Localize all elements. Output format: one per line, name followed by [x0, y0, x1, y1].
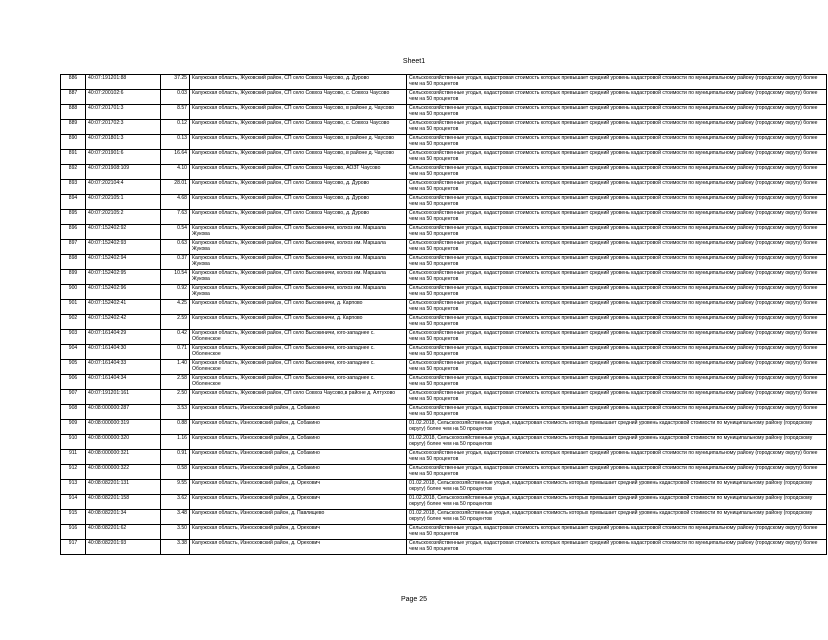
cadastral-number-cell: 40:07:201908:109 — [86, 165, 161, 180]
cadastral-number-cell: 40:07:152402:92 — [86, 225, 161, 240]
table-row — [61, 390, 827, 405]
cadastral-number-cell: 40:07:161404:34 — [86, 375, 161, 390]
land-category-cell: Сельскохозяйственные угодья, кадастровая стоимость которых превышает средний уровень кадастровой стоимости по муниципальному району (городскому округу) более чем на 50 процентов — [407, 255, 827, 270]
land-category-cell: Сельскохозяйственные угодья, кадастровая стоимость которых превышает средний уровень кадастровой стоимости по муниципальному району (городскому округу) более чем на 50 процентов — [407, 270, 827, 285]
table-row — [61, 345, 827, 360]
address-cell: Калужская область, Жуковский район, СП село Высокиничи, юго-западнее с. Оболенское — [190, 375, 407, 390]
area-value-cell: 3.48 — [161, 510, 190, 525]
land-category-cell: Сельскохозяйственные угодья, кадастровая стоимость которых превышает средний уровень кадастровой стоимости по муниципальному району (городскому округу) более чем на 50 процентов — [407, 330, 827, 345]
address-cell: Калужская область, Износковский район, д. Павлищево — [190, 510, 407, 525]
cadastral-number-cell: 40:07:152402:94 — [86, 255, 161, 270]
row-number-cell: 902 — [61, 315, 86, 330]
address-cell: Калужская область, Износковский район, д. Собакино — [190, 405, 407, 420]
row-number-cell: 911 — [61, 450, 86, 465]
cadastral-number-cell: 40:07:152402:93 — [86, 240, 161, 255]
area-value-cell: 0.92 — [161, 285, 190, 300]
table-row — [61, 105, 827, 120]
table-row — [61, 300, 827, 315]
area-value-cell: 2.59 — [161, 315, 190, 330]
address-cell: Калужская область, Жуковский район, СП село Совхоз Чаусово, в районе д. Чаусово — [190, 105, 407, 120]
table-row — [61, 540, 827, 555]
table-row — [61, 165, 827, 180]
cadastral-number-cell: 40:07:161404:33 — [86, 360, 161, 375]
table-row — [61, 525, 827, 540]
land-category-cell: Сельскохозяйственные угодья, кадастровая стоимость которых превышает средний уровень кадастровой стоимости по муниципальному району (городскому округу) более чем на 50 процентов — [407, 465, 827, 480]
table-row — [61, 210, 827, 225]
row-number-cell: 886 — [61, 75, 86, 90]
land-category-cell: Сельскохозяйственные угодья, кадастровая стоимость которых превышает средний уровень кадастровой стоимости по муниципальному району (городскому округу) более чем на 50 процентов — [407, 540, 827, 555]
area-value-cell: 10.54 — [161, 270, 190, 285]
area-value-cell: 0.71 — [161, 345, 190, 360]
table-row — [61, 495, 827, 510]
address-cell: Калужская область, Жуковский район, СП село Совхоз Чаусово, д. Дурово — [190, 210, 407, 225]
table-row — [61, 420, 827, 435]
land-category-cell: Сельскохозяйственные угодья, кадастровая стоимость которых превышает средний уровень кадастровой стоимости по муниципальному району (городскому округу) более чем на 50 процентов — [407, 405, 827, 420]
land-category-cell: 01.02.2018, Сельскохозяйственные угодья, кадастровая стоимость которых превышает средний уровень кадастровой стоимости по муниципальному району (городскому округу) более чем на 50 процентов — [407, 420, 827, 435]
cadastral-number-cell: 40:07:201801:3 — [86, 135, 161, 150]
address-cell: Калужская область, Жуковский район, СП село Совхоз Чаусово, в районе д. Чаусово — [190, 150, 407, 165]
table-body — [61, 75, 827, 555]
address-cell: Калужская область, Жуковский район, СП село Высокиничи, колхоз им. Маршала Жукова — [190, 270, 407, 285]
address-cell: Калужская область, Износковский район, д. Орехович — [190, 480, 407, 495]
table-row — [61, 330, 827, 345]
row-number-cell: 915 — [61, 510, 86, 525]
area-value-cell: 2.58 — [161, 375, 190, 390]
row-number-cell: 901 — [61, 300, 86, 315]
area-value-cell: 1.40 — [161, 360, 190, 375]
table-row — [61, 75, 827, 90]
row-number-cell: 907 — [61, 390, 86, 405]
table-row — [61, 225, 827, 240]
land-category-cell: Сельскохозяйственные угодья, кадастровая стоимость которых превышает средний уровень кадастровой стоимости по муниципальному району (городскому округу) более чем на 50 процентов — [407, 525, 827, 540]
area-value-cell: 0.03 — [161, 90, 190, 105]
cadastral-number-cell: 40:08:082201:93 — [86, 540, 161, 555]
row-number-cell: 888 — [61, 105, 86, 120]
cadastral-number-cell: 40:07:152402:96 — [86, 285, 161, 300]
row-number-cell: 887 — [61, 90, 86, 105]
cadastral-number-cell: 40:08:000000:287 — [86, 405, 161, 420]
cadastral-number-cell: 40:07:152402:41 — [86, 300, 161, 315]
address-cell: Калужская область, Жуковский район, СП село Высокиничи, д. Карпово — [190, 315, 407, 330]
row-number-cell: 895 — [61, 210, 86, 225]
area-value-cell: 1.16 — [161, 435, 190, 450]
row-number-cell: 898 — [61, 255, 86, 270]
cadastral-number-cell: 40:07:201701:3 — [86, 105, 161, 120]
address-cell: Калужская область, Износковский район, д. Собакино — [190, 435, 407, 450]
table-row — [61, 150, 827, 165]
area-value-cell: 0.37 — [161, 255, 190, 270]
row-number-cell: 913 — [61, 480, 86, 495]
address-cell: Калужская область, Износковский район, д. Орехович — [190, 540, 407, 555]
area-value-cell: 0.63 — [161, 240, 190, 255]
area-value-cell: 0.58 — [161, 465, 190, 480]
address-cell: Калужская область, Жуковский район, СП село Совхоз Чаусово, д. Дурово — [190, 75, 407, 90]
land-category-cell: Сельскохозяйственные угодья, кадастровая стоимость которых превышает средний уровень кадастровой стоимости по муниципальному району (городскому округу) более чем на 50 процентов — [407, 135, 827, 150]
table-row — [61, 480, 827, 495]
row-number-cell: 916 — [61, 525, 86, 540]
cadastral-number-cell: 40:07:152402:42 — [86, 315, 161, 330]
land-category-cell: Сельскохозяйственные угодья, кадастровая стоимость которых превышает средний уровень кадастровой стоимости по муниципальному району (городскому округу) более чем на 50 процентов — [407, 210, 827, 225]
cadastral-number-cell: 40:07:202104:4 — [86, 180, 161, 195]
area-value-cell: 0.42 — [161, 330, 190, 345]
row-number-cell: 896 — [61, 225, 86, 240]
area-value-cell: 3.50 — [161, 525, 190, 540]
row-number-cell: 905 — [61, 360, 86, 375]
table-row — [61, 240, 827, 255]
cadastral-number-cell: 40:07:201901:6 — [86, 150, 161, 165]
row-number-cell: 894 — [61, 195, 86, 210]
address-cell: Калужская область, Износковский район, д. Орехович — [190, 495, 407, 510]
land-category-cell: Сельскохозяйственные угодья, кадастровая стоимость которых превышает средний уровень кадастровой стоимости по муниципальному району (городскому округу) более чем на 50 процентов — [407, 285, 827, 300]
page-number: Page 25 — [400, 596, 428, 603]
table-row — [61, 180, 827, 195]
area-value-cell: 2.50 — [161, 390, 190, 405]
cadastral-number-cell: 40:08:000000:319 — [86, 420, 161, 435]
row-number-cell: 909 — [61, 420, 86, 435]
sheet-title: Sheet1 — [402, 58, 426, 65]
row-number-cell: 900 — [61, 285, 86, 300]
area-value-cell: 0.54 — [161, 225, 190, 240]
land-category-cell: Сельскохозяйственные угодья, кадастровая стоимость которых превышает средний уровень кадастровой стоимости по муниципальному району (городскому округу) более чем на 50 процентов — [407, 450, 827, 465]
row-number-cell: 906 — [61, 375, 86, 390]
area-value-cell: 3.62 — [161, 495, 190, 510]
address-cell: Калужская область, Жуковский район, СП село Совхоз Чаусово, с. Совхоз Чаусово — [190, 90, 407, 105]
area-value-cell: 0.88 — [161, 420, 190, 435]
row-number-cell: 914 — [61, 495, 86, 510]
land-category-cell: 01.02.2018, Сельскохозяйственные угодья, кадастровая стоимость которых превышает средний уровень кадастровой стоимости по муниципальному району (городскому округу) более чем на 50 процентов — [407, 480, 827, 495]
land-category-cell: Сельскохозяйственные угодья, кадастровая стоимость которых превышает средний уровень кадастровой стоимости по муниципальному району (городскому округу) более чем на 50 процентов — [407, 105, 827, 120]
land-category-cell: Сельскохозяйственные угодья, кадастровая стоимость которых превышает средний уровень кадастровой стоимости по муниципальному району (городскому округу) более чем на 50 процентов — [407, 225, 827, 240]
area-value-cell: 37.25 — [161, 75, 190, 90]
address-cell: Калужская область, Износковский район, д. Собакино — [190, 450, 407, 465]
area-value-cell: 0.91 — [161, 450, 190, 465]
address-cell: Калужская область, Жуковский район, СП село Высокиничи, юго-западнее с. Оболенское — [190, 345, 407, 360]
data-table — [60, 74, 827, 555]
row-number-cell: 897 — [61, 240, 86, 255]
row-number-cell: 890 — [61, 135, 86, 150]
cadastral-number-cell: 40:07:152402:95 — [86, 270, 161, 285]
address-cell: Калужская область, Жуковский район, СП село Высокиничи, колхоз им. Маршала Жукова — [190, 240, 407, 255]
row-number-cell: 903 — [61, 330, 86, 345]
area-value-cell: 4.10 — [161, 165, 190, 180]
table-row — [61, 405, 827, 420]
land-category-cell: Сельскохозяйственные угодья, кадастровая стоимость которых превышает средний уровень кадастровой стоимости по муниципальному району (городскому округу) более чем на 50 процентов — [407, 375, 827, 390]
table-row — [61, 375, 827, 390]
row-number-cell: 917 — [61, 540, 86, 555]
land-category-cell: Сельскохозяйственные угодья, кадастровая стоимость которых превышает средний уровень кадастровой стоимости по муниципальному району (городскому округу) более чем на 50 процентов — [407, 300, 827, 315]
table-row — [61, 270, 827, 285]
table-row — [61, 120, 827, 135]
table-row — [61, 450, 827, 465]
row-number-cell: 904 — [61, 345, 86, 360]
address-cell: Калужская область, Жуковский район, СП село Совхоз Чаусово, д. Дурово — [190, 195, 407, 210]
row-number-cell: 908 — [61, 405, 86, 420]
cadastral-number-cell: 40:08:000000:322 — [86, 465, 161, 480]
cadastral-number-cell: 40:07:191201:88 — [86, 75, 161, 90]
table-row — [61, 465, 827, 480]
address-cell: Калужская область, Жуковский район, СП село Совхоз Чаусово, д. Дурово — [190, 180, 407, 195]
cadastral-number-cell: 40:08:000000:321 — [86, 450, 161, 465]
area-value-cell: 4.25 — [161, 300, 190, 315]
table-row — [61, 195, 827, 210]
address-cell: Калужская область, Жуковский район, СП село Совхоз Чаусово,в районе д. Алтухово — [190, 390, 407, 405]
address-cell: Калужская область, Жуковский район, СП село Высокиничи, колхоз им. Маршала Жукова — [190, 255, 407, 270]
land-category-cell: 01.02.2018, Сельскохозяйственные угодья, кадастровая стоимость которых превышает средний уровень кадастровой стоимости по муниципальному району (городскому округу) более чем на 50 процентов — [407, 510, 827, 525]
land-category-cell: Сельскохозяйственные угодья, кадастровая стоимость которых превышает средний уровень кадастровой стоимости по муниципальному району (городскому округу) более чем на 50 процентов — [407, 345, 827, 360]
area-value-cell: 3.38 — [161, 540, 190, 555]
cadastral-number-cell: 40:07:202105:2 — [86, 210, 161, 225]
land-category-cell: 01.02.2018, Сельскохозяйственные угодья, кадастровая стоимость которых превышает средний уровень кадастровой стоимости по муниципальному району (городскому округу) более чем на 50 процентов — [407, 435, 827, 450]
cadastral-number-cell: 40:07:201702:3 — [86, 120, 161, 135]
cadastral-number-cell: 40:08:082201:131 — [86, 480, 161, 495]
address-cell: Калужская область, Износковский район, д. Собакино — [190, 420, 407, 435]
table-row — [61, 435, 827, 450]
address-cell: Калужская область, Жуковский район, СП село Совхоз Чаусово, в районе д. Чаусово — [190, 135, 407, 150]
table-row — [61, 255, 827, 270]
land-category-cell: 01.02.2018, Сельскохозяйственные угодья, кадастровая стоимость которых превышает средний уровень кадастровой стоимости по муниципальному району (городскому округу) более чем на 50 процентов — [407, 495, 827, 510]
land-category-cell: Сельскохозяйственные угодья, кадастровая стоимость которых превышает средний уровень кадастровой стоимости по муниципальному району (городскому округу) более чем на 50 процентов — [407, 165, 827, 180]
address-cell: Калужская область, Износковский район, д. Собакино — [190, 465, 407, 480]
row-number-cell: 893 — [61, 180, 86, 195]
table-row — [61, 90, 827, 105]
area-value-cell: 28.01 — [161, 180, 190, 195]
table-row — [61, 510, 827, 525]
land-category-cell: Сельскохозяйственные угодья, кадастровая стоимость которых превышает средний уровень кадастровой стоимости по муниципальному району (городскому округу) более чем на 50 процентов — [407, 120, 827, 135]
cadastral-number-cell: 40:08:000000:320 — [86, 435, 161, 450]
row-number-cell: 891 — [61, 150, 86, 165]
cadastral-number-cell: 40:08:082201:158 — [86, 495, 161, 510]
land-category-cell: Сельскохозяйственные угодья, кадастровая стоимость которых превышает средний уровень кадастровой стоимости по муниципальному району (городскому округу) более чем на 50 процентов — [407, 240, 827, 255]
land-category-cell: Сельскохозяйственные угодья, кадастровая стоимость которых превышает средний уровень кадастровой стоимости по муниципальному району (городскому округу) более чем на 50 процентов — [407, 180, 827, 195]
land-category-cell: Сельскохозяйственные угодья, кадастровая стоимость которых превышает средний уровень кадастровой стоимости по муниципальному району (городскому округу) более чем на 50 процентов — [407, 315, 827, 330]
cadastral-number-cell: 40:08:082201:34 — [86, 510, 161, 525]
address-cell: Калужская область, Жуковский район, СП село Совхоз Чаусово, АОЗТ Чаусово — [190, 165, 407, 180]
area-value-cell: 4.68 — [161, 195, 190, 210]
area-value-cell: 0.13 — [161, 135, 190, 150]
address-cell: Калужская область, Жуковский район, СП село Высокиничи, колхоз им. Маршала Жукова — [190, 225, 407, 240]
row-number-cell: 899 — [61, 270, 86, 285]
row-number-cell: 892 — [61, 165, 86, 180]
row-number-cell: 889 — [61, 120, 86, 135]
address-cell: Калужская область, Жуковский район, СП село Высокиничи, д. Карпово — [190, 300, 407, 315]
land-category-cell: Сельскохозяйственные угодья, кадастровая стоимость которых превышает средний уровень кадастровой стоимости по муниципальному району (городскому округу) более чем на 50 процентов — [407, 75, 827, 90]
address-cell: Калужская область, Износковский район, д. Орехович — [190, 525, 407, 540]
land-category-cell: Сельскохозяйственные угодья, кадастровая стоимость которых превышает средний уровень кадастровой стоимости по муниципальному району (городскому округу) более чем на 50 процентов — [407, 360, 827, 375]
area-value-cell: 16.64 — [161, 150, 190, 165]
area-value-cell: 8.57 — [161, 105, 190, 120]
cadastral-number-cell: 40:07:202105:1 — [86, 195, 161, 210]
table-row — [61, 360, 827, 375]
area-value-cell: 9.55 — [161, 480, 190, 495]
table-row — [61, 285, 827, 300]
row-number-cell: 910 — [61, 435, 86, 450]
table-row — [61, 135, 827, 150]
area-value-cell: 7.63 — [161, 210, 190, 225]
cadastral-number-cell: 40:07:200102:6 — [86, 90, 161, 105]
land-category-cell: Сельскохозяйственные угодья, кадастровая стоимость которых превышает средний уровень кадастровой стоимости по муниципальному району (городскому округу) более чем на 50 процентов — [407, 195, 827, 210]
cadastral-number-cell: 40:08:082201:62 — [86, 525, 161, 540]
address-cell: Калужская область, Жуковский район, СП село Высокиничи, колхоз им. Маршала Жукова — [190, 285, 407, 300]
area-value-cell: 3.53 — [161, 405, 190, 420]
address-cell: Калужская область, Жуковский район, СП село Высокиничи, юго-западнее с. Оболенское — [190, 360, 407, 375]
cadastral-number-cell: 40:07:161404:30 — [86, 345, 161, 360]
cadastral-number-cell: 40:07:161404:29 — [86, 330, 161, 345]
area-value-cell: 0.12 — [161, 120, 190, 135]
row-number-cell: 912 — [61, 465, 86, 480]
cadastral-number-cell: 40:07:191201:161 — [86, 390, 161, 405]
land-category-cell: Сельскохозяйственные угодья, кадастровая стоимость которых превышает средний уровень кадастровой стоимости по муниципальному району (городскому округу) более чем на 50 процентов — [407, 90, 827, 105]
table-row — [61, 315, 827, 330]
land-category-cell: Сельскохозяйственные угодья, кадастровая стоимость которых превышает средний уровень кадастровой стоимости по муниципальному району (городскому округу) более чем на 50 процентов — [407, 150, 827, 165]
land-category-cell: Сельскохозяйственные угодья, кадастровая стоимость которых превышает средний уровень кадастровой стоимости по муниципальному району (городскому округу) более чем на 50 процентов — [407, 390, 827, 405]
address-cell: Калужская область, Жуковский район, СП село Высокиничи, юго-западнее с. Оболенское — [190, 330, 407, 345]
address-cell: Калужская область, Жуковский район, СП село Совхоз Чаусово, с. Совхоз Чаусово — [190, 120, 407, 135]
